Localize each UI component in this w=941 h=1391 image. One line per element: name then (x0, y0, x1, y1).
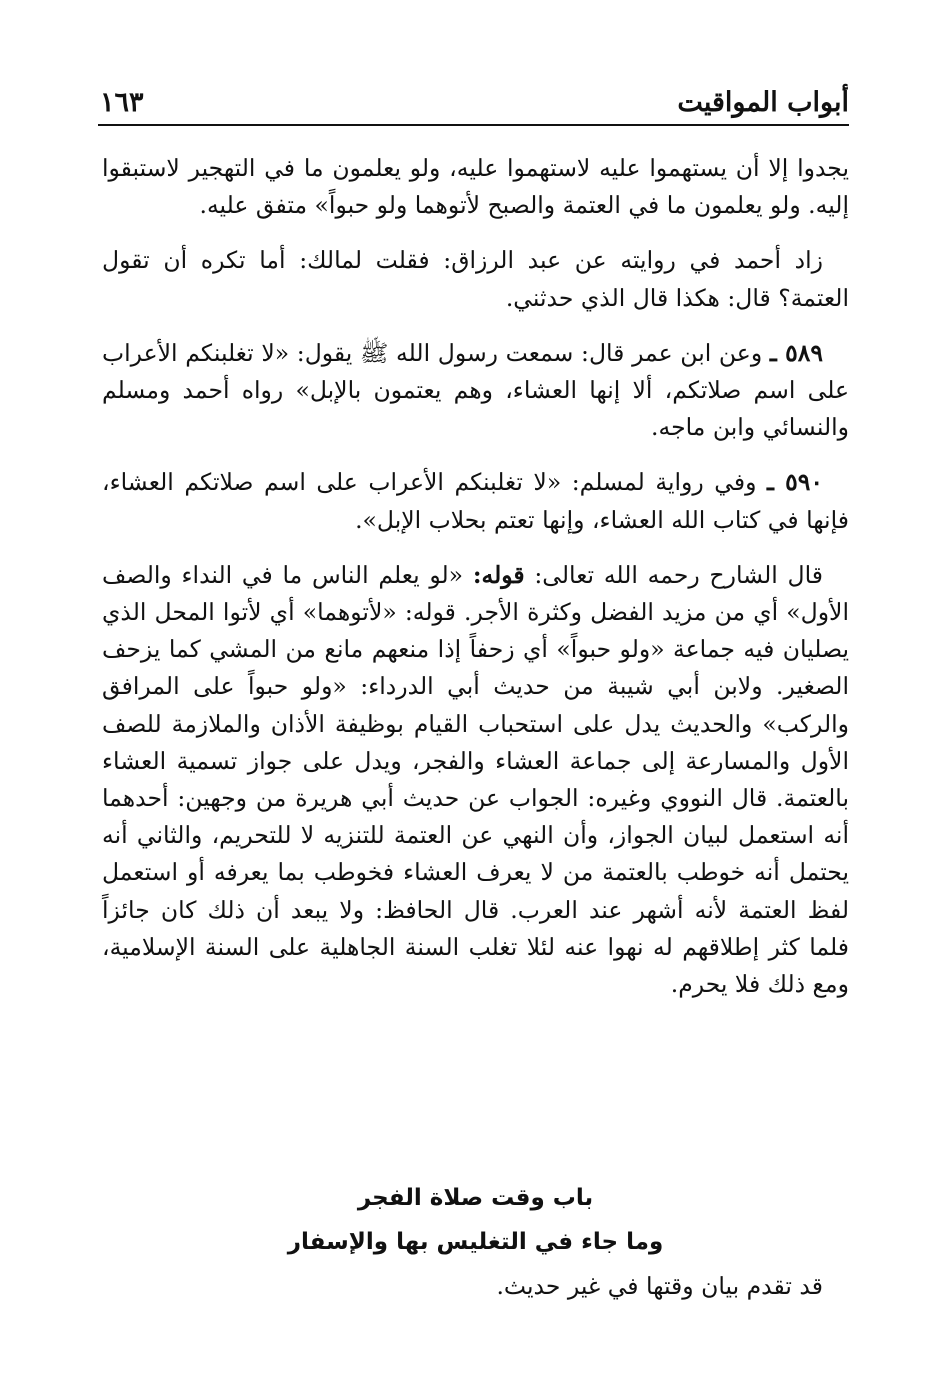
hadith-number: ٥٩٠ ـ (766, 468, 823, 497)
chapter-subtitle: وما جاء في التغليس بها والإسفار (287, 1229, 664, 1255)
page-header (100, 72, 849, 122)
hadith-text: وفي رواية لمسلم: «لا تغلبنكم الأعراب على اسم صلاتكم العشاء، فإنها في كتاب الله العشاء، وإنها تعتم بحلاب الإبل». (102, 468, 849, 534)
hadith-text: وعن ابن عمر قال: سمعت رسول الله ﷺ يقول: «لا تغلبنكم الأعراب على اسم صلاتكم، ألا إنها العشاء، وهم يعتمون بالإبل» رواه أحمد ومسلم والنسائي وابن ماجه. (102, 338, 849, 442)
commentary-text: «لو يعلم الناس ما في النداء والصف الأول» أي من مزيد الفضل وكثرة الأجر. قوله: «لأتوهما» أي لأتوا المحل الذي يصليان فيه جماعة «ولو حبواً» أي زحفاً إذا منعهم مانع من المشي كما يزحف الصغير. ولابن أبي شيبة من حديث أبي الدرداء: «ولو حبواً على المرافق والركب» والحديث يدل على استحباب القيام بوظيفة الأذان والملازمة للصف الأول والمسارعة إلى جماعة العشاء والفجر، ويدل على جواز تسمية العشاء بالعتمة. قال النووي وغيره: الجواب عن حديث أبي هريرة من وجهين: أحدهما أنه استعمل لبيان الجواز، وأن النهي عن العتمة للتنزيه لا للتحريم، والثاني أنه يحتمل أنه خوطب بالعتمة من لا يعرف العشاء فخوطب بما يعرفه أو استعمل لفظ العتمة لأنه أشهر عند العرب. قال الحافظ: ولا يبعد أن ذلك كان جائزاً فلما كثر إطلاقهم له نهوا عنه لئلا تغلب السنة الجاهلية على السنة الإسلامية، ومع ذلك فلا يحرم. (102, 560, 849, 999)
hadith-number: ٥٨٩ ـ (769, 338, 823, 367)
closing-paragraph: قد تقدم بيان وقتها في غير حديث. (496, 1272, 823, 1300)
hadith-589 (102, 335, 849, 447)
commentary-keyword: قوله: (472, 560, 525, 589)
main-text (102, 150, 849, 1021)
page-number: ١٦٣ (100, 87, 144, 118)
paragraph-continuation (102, 150, 849, 224)
hadith-590 (102, 464, 849, 538)
paragraph-text: زاد أحمد في روايته عن عبد الرزاق: فقلت لمالك: أما تكره أن تقول العتمة؟ قال: هكذا قال الذي حدثني. (102, 246, 849, 312)
chapter-heading (102, 1176, 849, 1264)
paragraph-ahmad-addition (102, 242, 849, 316)
commentary-lead: قال الشارح رحمه الله تعالى: (534, 560, 823, 589)
chapter-title: باب وقت صلاة الفجر (357, 1185, 594, 1211)
running-title: أبواب المواقيت (677, 87, 849, 118)
header-divider (98, 124, 849, 126)
paragraph-text: يجدوا إلا أن يستهموا عليه لاستهموا عليه، ولو يعلمون ما في التهجير لاستبقوا إليه. ولو يعلمون ما في العتمة والصبح لأتوهما ولو حبواً» متفق عليه. (102, 154, 849, 220)
commentary-paragraph (102, 557, 849, 1003)
